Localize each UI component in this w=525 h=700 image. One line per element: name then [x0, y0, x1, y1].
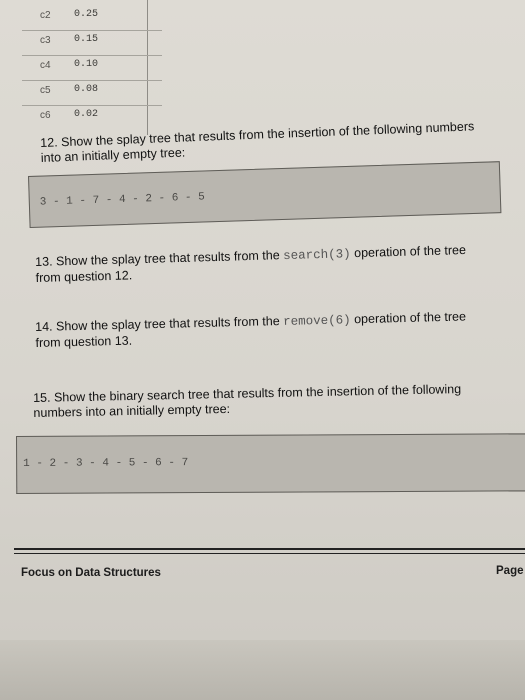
sequence-box-q15 [16, 433, 525, 494]
footer-title: Focus on Data Structures [21, 567, 161, 579]
row-key: c4 [40, 60, 51, 71]
question-14-text-end: operation of the tree [353, 309, 467, 327]
table-row [22, 56, 162, 81]
sequence-q15: 1 - 2 - 3 - 4 - 5 - 6 - 7 [23, 457, 189, 470]
row-key: c2 [40, 10, 51, 21]
question-13-text-end: operation of the tree [353, 242, 467, 261]
question-13-line2: from question 12. [35, 268, 133, 285]
question-12-line1: 12. Show the splay tree that results from the insertion of the following numbers [40, 119, 475, 150]
question-13-code: search(3) [282, 247, 351, 264]
question-13-text: 13. Show the splay tree that results from the [35, 248, 280, 269]
question-15-line2: numbers into an initially empty tree: [33, 401, 231, 420]
question-14-line2: from question 13. [35, 333, 133, 350]
row-key: c3 [40, 35, 51, 46]
row-value: 0.02 [74, 109, 99, 120]
page-shadow [0, 640, 525, 700]
question-12-line2: into an initially empty tree: [40, 145, 186, 165]
table-row [22, 31, 162, 56]
row-key: c5 [40, 85, 51, 96]
table-row [22, 6, 162, 31]
footer-rule-top [14, 548, 525, 550]
footer-rule-bottom [14, 553, 525, 554]
question-14-code: remove(6) [283, 313, 351, 329]
sequence-q12: 3 - 1 - 7 - 4 - 2 - 6 - 5 [39, 191, 205, 209]
row-value: 0.15 [74, 34, 99, 45]
row-value: 0.08 [74, 84, 99, 95]
table-row [22, 106, 162, 130]
row-value: 0.10 [74, 59, 99, 70]
row-value: 0.25 [74, 9, 99, 20]
question-14-text: 14. Show the splay tree that results from the [35, 314, 280, 334]
footer-page-label: Page [496, 565, 524, 577]
question-15-line1: 15. Show the binary search tree that results from the insertion of the following [33, 382, 462, 405]
row-key: c6 [40, 110, 51, 121]
table-row [22, 81, 162, 106]
